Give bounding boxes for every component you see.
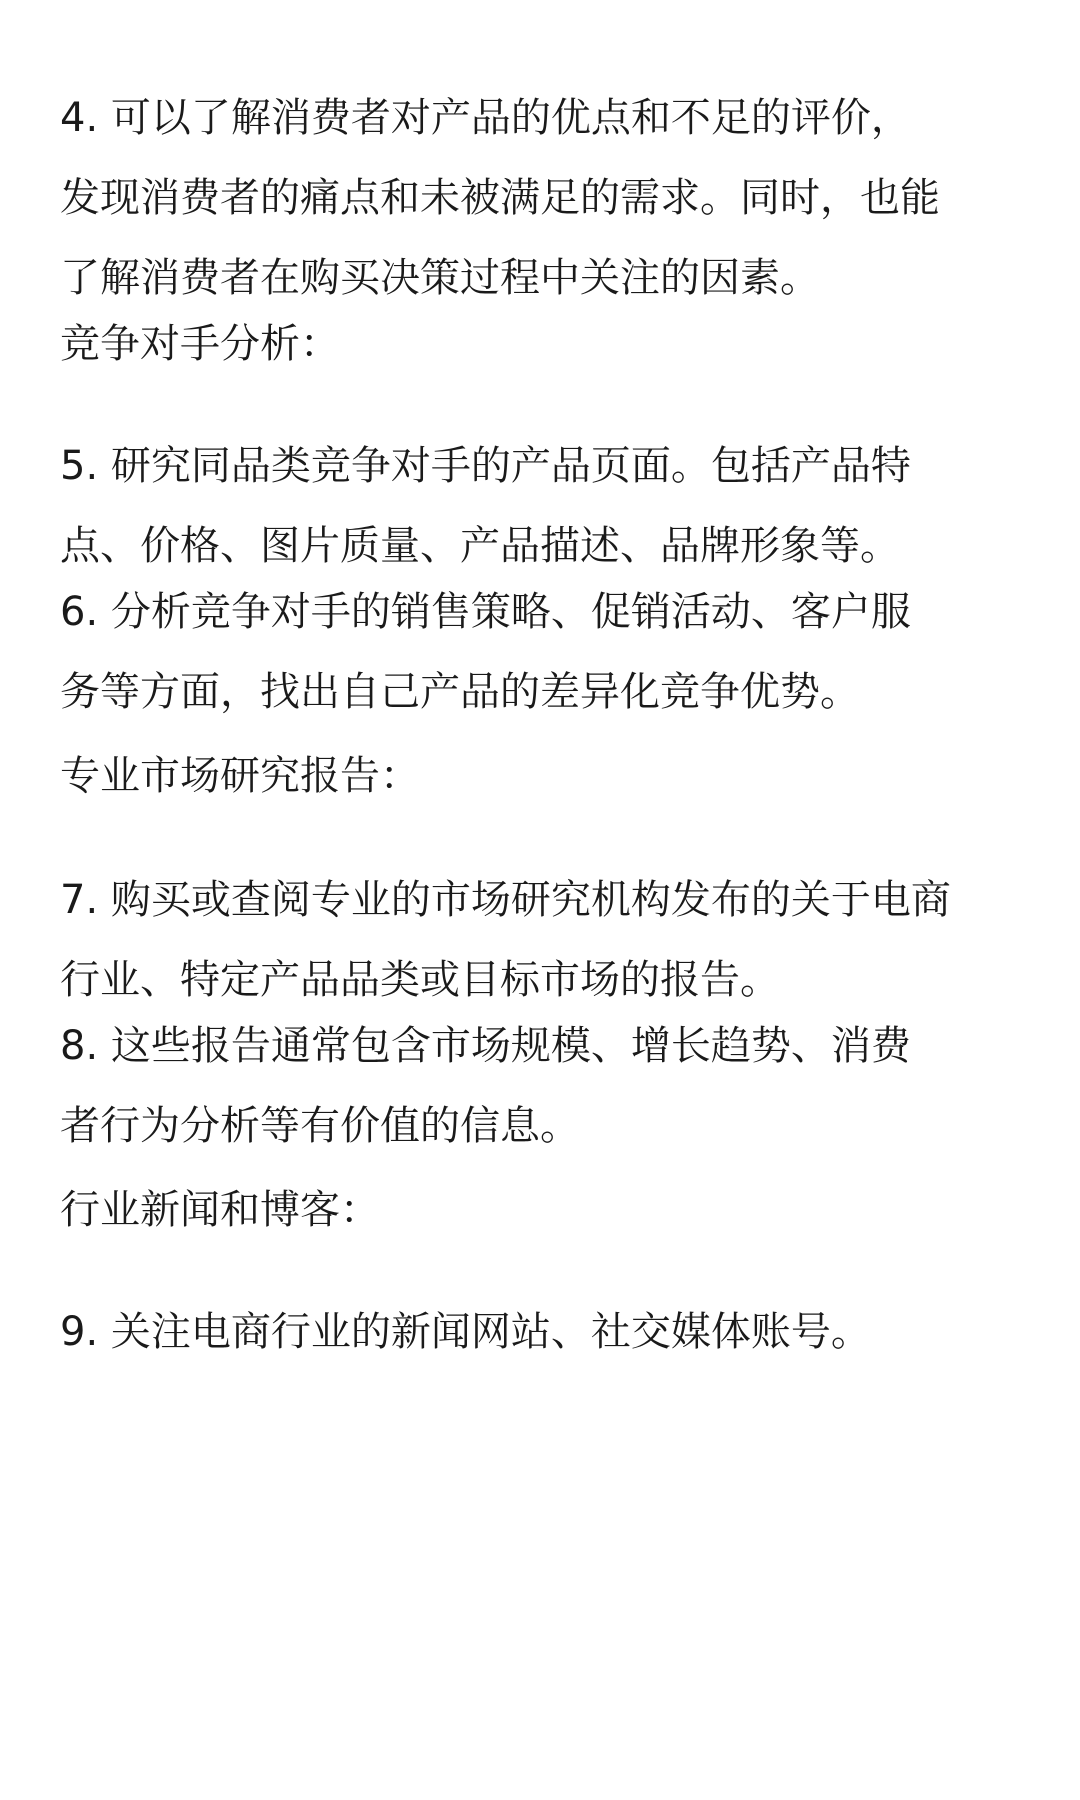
paragraph-item-8 [60,1006,1028,1166]
text-line: 6. 分析竞争对手的销售策略、促销活动、客户服 [60,589,911,635]
text-line: 专业市场研究报告： [60,753,420,799]
text-line: 者行为分析等有价值的信息。 [60,1103,580,1149]
text-line: 发现消费者的痛点和未被满足的需求。同时，也能 [60,175,940,221]
text-line: 点、价格、图片质量、产品描述、品牌形象等。 [60,523,900,569]
section-heading-competitor-analysis [60,304,1028,384]
paragraph-item-6 [60,572,1028,732]
text-line: 务等方面，找出自己产品的差异化竞争优势。 [60,669,860,715]
text-line: 了解消费者在购买决策过程中关注的因素。 [60,255,820,301]
paragraph-item-7 [60,860,1028,1020]
section-heading-market-research [60,736,1028,816]
paragraph-item-9 [60,1292,1028,1372]
section-heading-industry-news [60,1170,1028,1250]
text-line: 竞争对手分析： [60,321,340,367]
text-line: 8. 这些报告通常包含市场规模、增长趋势、消费 [60,1023,911,1069]
text-line: 5. 研究同品类竞争对手的产品页面。包括产品特 [60,443,911,489]
paragraph-item-4 [60,78,1028,318]
text-line: 4. 可以了解消费者对产品的优点和不足的评价， [60,95,911,141]
paragraph-item-5 [60,426,1028,586]
text-line: 行业新闻和博客： [60,1187,380,1233]
text-line: 行业、特定产品品类或目标市场的报告。 [60,957,780,1003]
text-line: 9. 关注电商行业的新闻网站、社交媒体账号。 [60,1309,871,1355]
text-line: 7. 购买或查阅专业的市场研究机构发布的关于电商 [60,877,951,923]
